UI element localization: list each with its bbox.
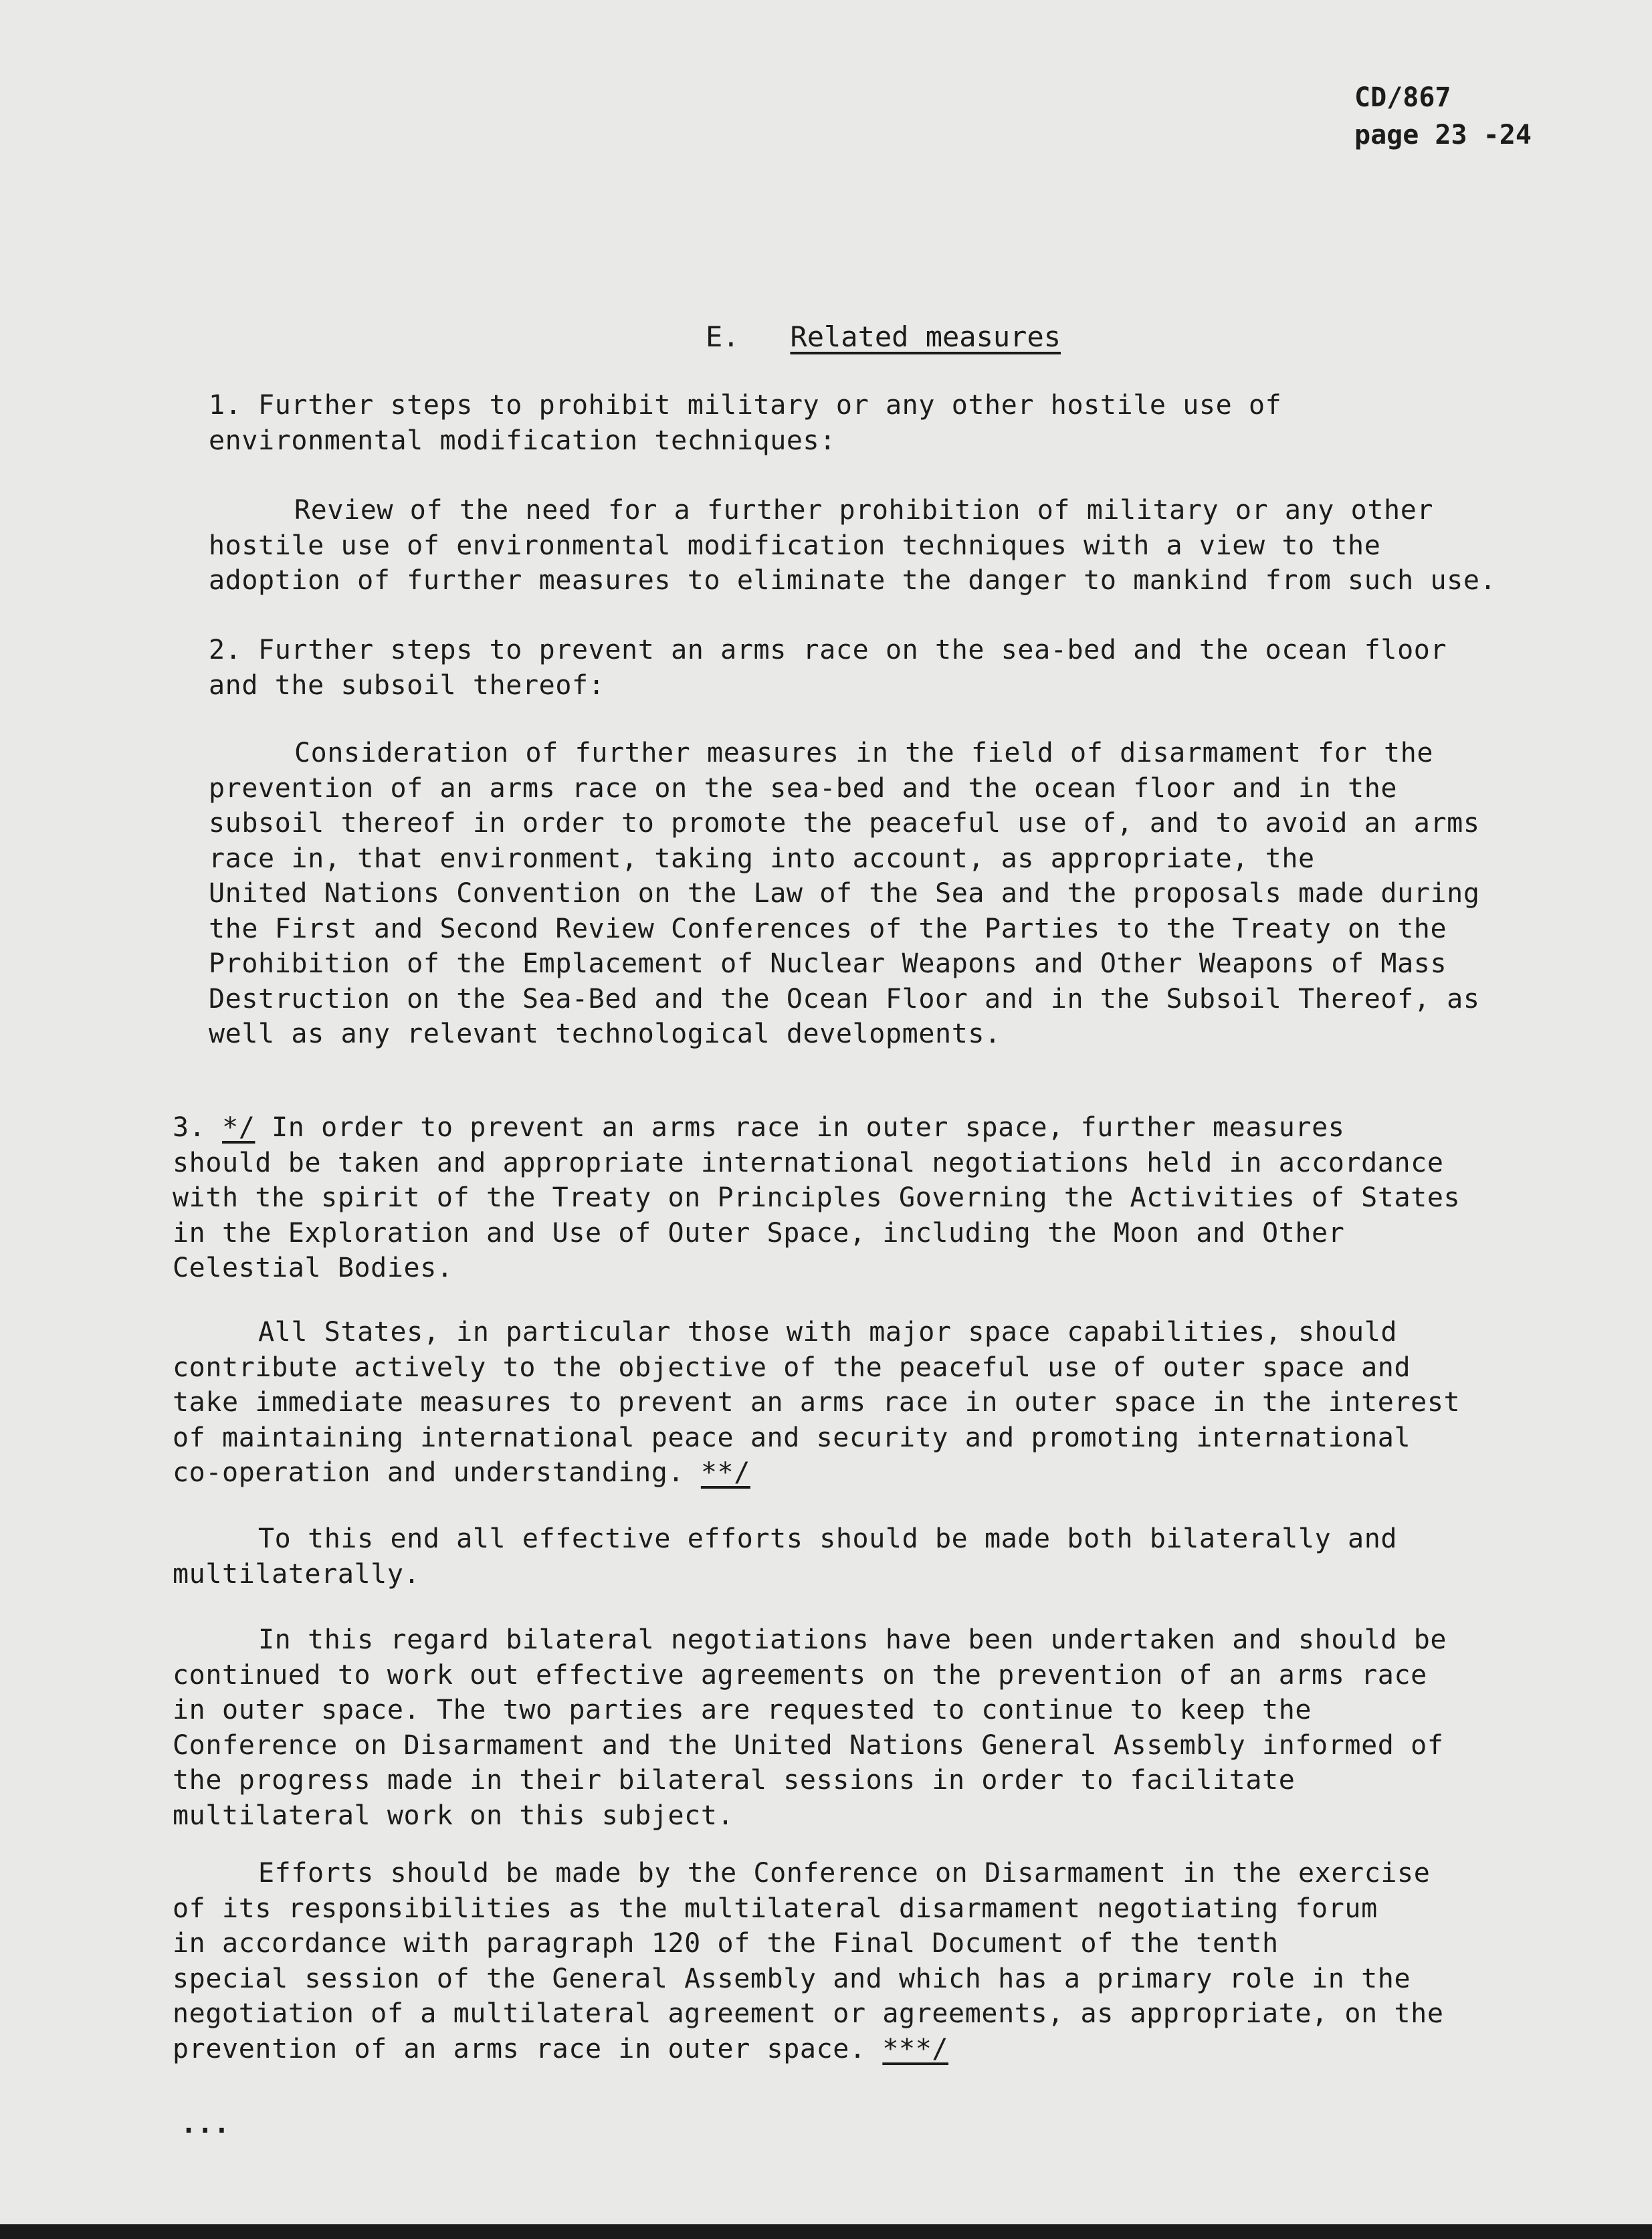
line-text: co-operation and understanding. bbox=[173, 1457, 685, 1488]
text-line: contribute actively to the objective of the peaceful use of outer space and bbox=[173, 1352, 1411, 1383]
text-line: environmental modification techniques: bbox=[209, 425, 836, 456]
text-line: in outer space. The two parties are requested to continue to keep the bbox=[173, 1695, 1312, 1725]
text-line: adoption of further measures to eliminate the danger to mankind from such use. bbox=[209, 565, 1497, 596]
text-line: take immediate measures to prevent an arms race in outer space in the interest bbox=[173, 1387, 1461, 1418]
text-line: Consideration of further measures in the field of disarmament for the bbox=[294, 738, 1434, 768]
text-line: multilaterally. bbox=[173, 1558, 421, 1590]
line-text: In order to prevent an arms race in outer space, further measures bbox=[272, 1112, 1345, 1143]
text-line: negotiation of a multilateral agreement or agreements, as appropriate, on the bbox=[173, 1998, 1444, 2029]
item-3-para-5 bbox=[173, 1856, 1524, 2066]
text-line: of maintaining international peace and security and promoting international bbox=[173, 1422, 1411, 1453]
item-3-para-3 bbox=[173, 1521, 1524, 1592]
text-line: United Nations Convention on the Law of the Sea and the proposals made during bbox=[209, 878, 1480, 909]
page-number: page 23 -24 bbox=[1354, 120, 1532, 150]
text-line: with the spirit of the Treaty on Principles Governing the Activities of States bbox=[173, 1182, 1461, 1213]
footnote-marker: ***/ bbox=[882, 2033, 949, 2064]
item-1-heading bbox=[209, 388, 1560, 458]
item-2-heading bbox=[209, 633, 1560, 703]
text-line: hostile use of environmental modification techniques with a view to the bbox=[209, 530, 1381, 561]
document-symbol: CD/867 bbox=[1354, 82, 1451, 113]
text-line: the progress made in their bilateral sessions in order to facilitate bbox=[173, 1765, 1296, 1796]
item-number: 3. bbox=[173, 1112, 206, 1143]
text-line: special session of the General Assembly and which has a primary role in the bbox=[173, 1963, 1411, 1994]
text-line: the First and Second Review Conferences of the Parties to the Treaty on the bbox=[209, 913, 1447, 944]
text-line: Efforts should be made by the Conference on Disarmament in the exercise bbox=[258, 1858, 1431, 1889]
item-3-para-1 bbox=[173, 1110, 1524, 1286]
text-line: of its responsibilities as the multilateral disarmament negotiating forum bbox=[173, 1893, 1378, 1924]
text-line: Destruction on the Sea-Bed and the Ocean Floor and in the Subsoil Thereof, as bbox=[209, 983, 1480, 1015]
item-3-para-4 bbox=[173, 1622, 1524, 1833]
text-line: 1. Further steps to prohibit military or any other hostile use of bbox=[209, 390, 1282, 421]
continuation-dots: ... bbox=[181, 2109, 231, 2139]
footnote-marker: */ bbox=[222, 1112, 255, 1143]
section-heading: Related measures bbox=[790, 320, 1061, 353]
item-1-body bbox=[209, 493, 1560, 599]
text-line: continued to work out effective agreements on the prevention of an arms race bbox=[173, 1659, 1427, 1691]
text-line: Prohibition of the Emplacement of Nuclear Weapons and Other Weapons of Mass bbox=[209, 948, 1447, 979]
line-text: prevention of an arms race in outer space. bbox=[173, 2033, 866, 2064]
section-title bbox=[706, 318, 1061, 356]
text-line: well as any relevant technological developments. bbox=[209, 1019, 1001, 1049]
text-line bbox=[173, 1455, 1524, 1491]
text-line: Review of the need for a further prohibition of military or any other bbox=[294, 495, 1434, 526]
text-line: multilateral work on this subject. bbox=[173, 1800, 734, 1831]
text-line bbox=[173, 2032, 1524, 2067]
item-2-body bbox=[209, 736, 1560, 1052]
section-letter: E. bbox=[706, 320, 740, 353]
text-line: and the subsoil thereof: bbox=[209, 669, 605, 701]
text-line: subsoil thereof in order to promote the peaceful use of, and to avoid an arms bbox=[209, 808, 1480, 839]
text-line: All States, in particular those with major space capabilities, should bbox=[258, 1317, 1398, 1348]
text-line: Celestial Bodies. bbox=[173, 1253, 453, 1283]
document-header bbox=[1354, 79, 1532, 154]
text-line bbox=[173, 1110, 1524, 1146]
item-3-para-2 bbox=[173, 1315, 1524, 1491]
text-line: Conference on Disarmament and the United Nations General Assembly informed of bbox=[173, 1729, 1444, 1761]
text-line: In this regard bilateral negotiations have been undertaken and should be bbox=[258, 1624, 1447, 1655]
text-line: should be taken and appropriate international negotiations held in accordance bbox=[173, 1147, 1444, 1178]
text-line: in accordance with paragraph 120 of the Final Document of the tenth bbox=[173, 1928, 1279, 1959]
text-line: in the Exploration and Use of Outer Space, including the Moon and Other bbox=[173, 1217, 1345, 1249]
text-line: To this end all effective efforts should be made both bilaterally and bbox=[258, 1523, 1398, 1554]
text-line: race in, that environment, taking into account, as appropriate, the bbox=[209, 843, 1315, 874]
scan-edge bbox=[0, 2224, 1652, 2239]
footnote-marker: **/ bbox=[700, 1457, 750, 1488]
text-line: 2. Further steps to prevent an arms race on the sea-bed and the ocean floor bbox=[209, 635, 1447, 665]
text-line: prevention of an arms race on the sea-bed and the ocean floor and in the bbox=[209, 772, 1398, 804]
